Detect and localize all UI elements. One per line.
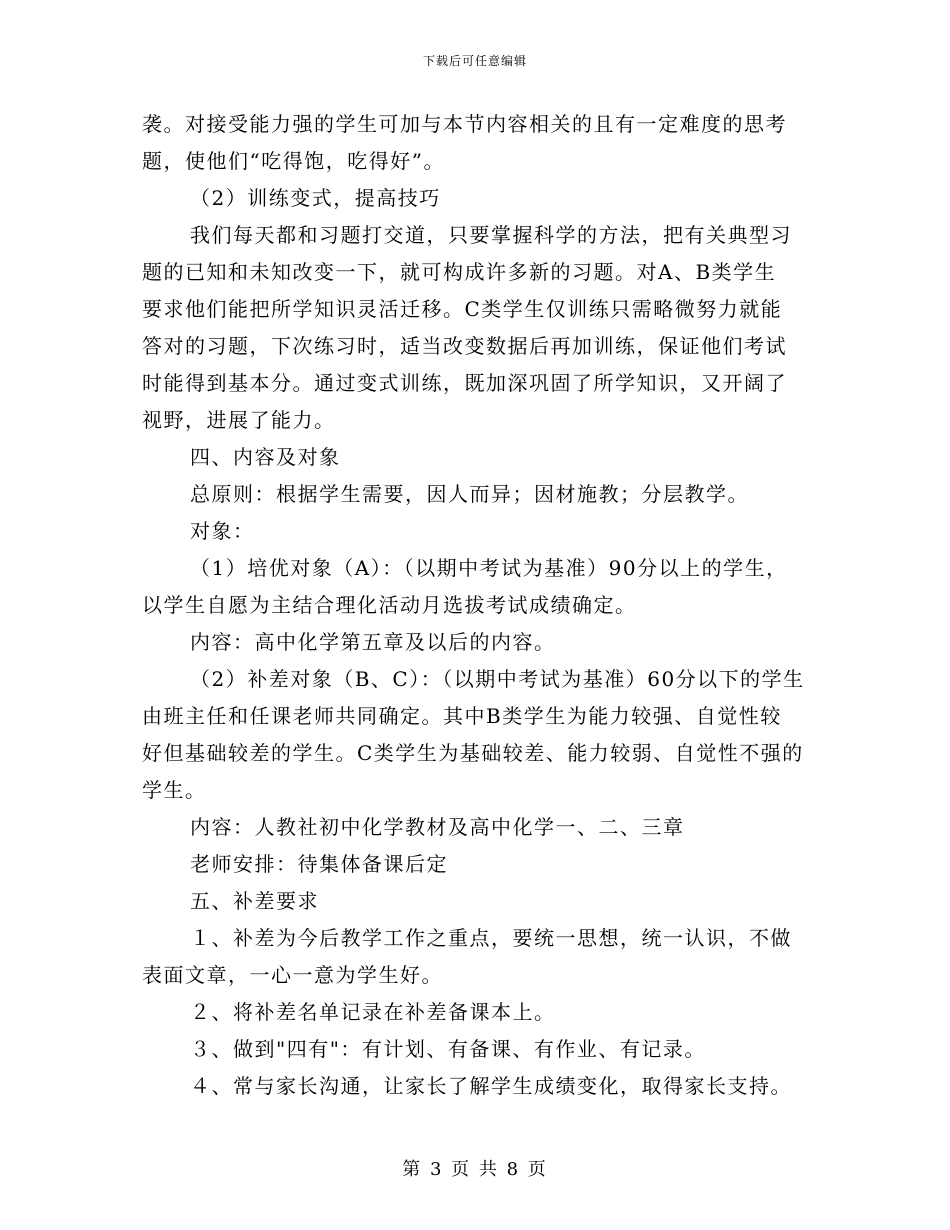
- paragraph-line: 袭。对接受能力强的学生可加与本节内容相关的且有一定难度的思考: [142, 112, 787, 136]
- paragraph-line: 要求他们能把所学知识灵活迁移。C类学生仅训练只需略微努力就能: [142, 297, 783, 321]
- paragraph-line: 题，使他们“吃得饱，吃得好”。: [142, 149, 445, 173]
- section-heading: 四、内容及对象: [190, 445, 341, 469]
- paragraph-line: 总原则：根据学生需要，因人而异；因材施教；分层教学。: [190, 482, 749, 506]
- paragraph-line: 我们每天都和习题打交道，只要掌握科学的方法，把有关典型习: [190, 223, 792, 247]
- paragraph-line: 内容：人教社初中化学教材及高中化学一、二、三章: [190, 815, 685, 839]
- paragraph-line: 学生。: [142, 778, 207, 802]
- paragraph-line: 老师安排：待集体备课后定: [190, 852, 448, 876]
- paragraph-line: 以学生自愿为主结合理化活动月选拔考试成绩确定。: [142, 593, 637, 617]
- paragraph-line: （2）补差对象（B、C）：（以期中考试为基准）60分以下的学生: [190, 667, 805, 691]
- list-item: ４、常与家长沟通，让家长了解学生成绩变化，取得家长支持。: [190, 1074, 792, 1098]
- paragraph-line: 表面文章，一心一意为学生好。: [142, 963, 443, 987]
- paragraph-line: 内容：高中化学第五章及以后的内容。: [190, 630, 556, 654]
- page-footer: 第 3 页 共 8 页: [402, 1159, 548, 1180]
- paragraph-line: 时能得到基本分。通过变式训练，既加深巩固了所学知识，又开阔了: [142, 371, 787, 395]
- paragraph-line: （1）培优对象（A）：（以期中考试为基准）90分以上的学生，: [190, 556, 788, 580]
- subsection-heading: （2）训练变式，提高技巧: [190, 186, 441, 210]
- list-item: ３、做到"四有"：有计划、有备课、有作业、有记录。: [190, 1037, 706, 1061]
- paragraph-line: 由班主任和任课老师共同确定。其中B类学生为能力较强、自觉性较: [142, 704, 782, 728]
- document-body: [142, 106, 822, 1105]
- section-heading: 五、补差要求: [190, 889, 319, 913]
- list-item: ２、将补差名单记录在补差备课本上。: [190, 1000, 556, 1024]
- paragraph-line: 好但基础较差的学生。C类学生为基础较差、能力较弱、自觉性不强的: [142, 741, 804, 765]
- page-header: 下载后可任意编辑: [422, 54, 527, 68]
- paragraph-line: 对象：: [190, 519, 255, 543]
- paragraph-line: 视野，进展了能力。: [142, 408, 336, 432]
- list-item: １、补差为今后教学工作之重点，要统一思想，统一认识，不做: [190, 926, 792, 950]
- paragraph-line: 题的已知和未知改变一下，就可构成许多新的习题。对A、B类学生: [142, 260, 777, 284]
- paragraph-line: 答对的习题，下次练习时，适当改变数据后再加训练，保证他们考试: [142, 334, 787, 358]
